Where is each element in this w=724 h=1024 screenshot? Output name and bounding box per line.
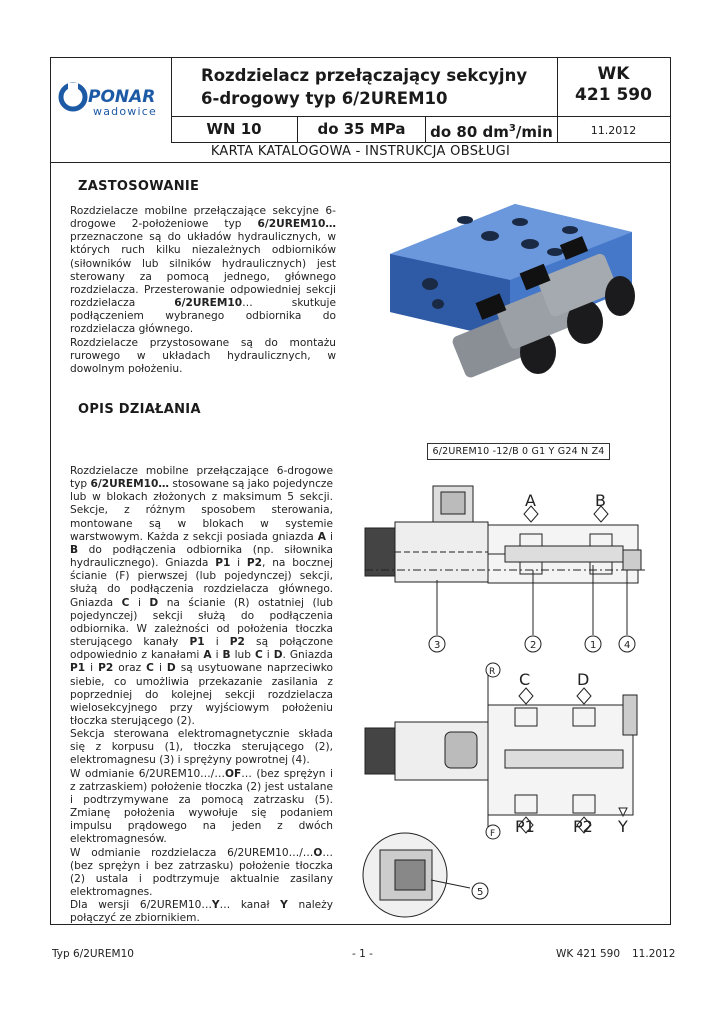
- callout-4: 4: [624, 640, 631, 651]
- port-a-label: A: [525, 491, 536, 510]
- document-title: [201, 64, 527, 110]
- product-photo: [370, 192, 638, 420]
- title-line-2: 6-drogowy typ 6/2UREM10: [201, 89, 448, 108]
- header-table: [51, 58, 670, 163]
- title-line-1: Rozdzielacz przełączający sekcyjny: [201, 66, 528, 85]
- zastosowanie-paragraph-1: Rozdzielacze mobilne przełączające sekcyjne 6-drogowe 2-położeniowe typ 6/2UREM10… przeznaczone są do układów hydraulicznych, w których ruch kilku niezależnych odbiorników (siłowników lub silników hydraulicznych) jest sterowany za pomocą jednego, głównego rozdzielacza. Przesterowanie odpowiedniej sekcji rozdzielacza 6/2UREM10… skutkuje podłączeniem wybranego odbiornika do rozdzielacza głównego.: [70, 205, 336, 336]
- logo-cell: [51, 58, 172, 142]
- port-b-label: B: [595, 491, 606, 510]
- callout-1: 1: [590, 640, 597, 651]
- spec-flow-sup: 3: [508, 123, 516, 134]
- spec-flow: [426, 116, 557, 142]
- port-p2-label: P2: [573, 817, 593, 836]
- zastosowanie-heading: ZASTOSOWANIE: [78, 179, 200, 194]
- spec-flow-prefix: do 80 dm: [430, 123, 509, 141]
- opis-paragraph-1: Rozdzielacze mobilne przełączające 6-drogowe typ 6/2UREM10… stosowane są jako pojedyncze lub w blokach złożonych z maksimum 5 sekcji. Sekcje, z różnym sposobem sterowania, montowane są w blokach w systemie warstwowym. Każda z sekcji posiada gniazda A i B do podłączenia odbiornika (np. siłownika hydraulicznego). Gniazda P1 i P2, na bocznej ścianie (F) pierwszej (lub pojedynczej) sekcji, służą do podłączenia rozdzielacza głównego. Gniazda C i D na ścianie (R) ostatniej (lub pojedynczej) sekcji służą do podłączenia odbiornika. W zależności od położenia tłoczka sterującego kanały P1 i P2 są połączone odpowiednio z kanałami A i B lub C i D. Gniazda P1 i P2 oraz C i D są usytuowane naprzeciwko siebie, co umożliwia przekazanie zasilania z poprzedniej do kolejnej sekcji rozdzielacza wielosekcyjnego przy wyjściowym położeniu tłoczka sterującego (2).: [70, 465, 334, 727]
- callout-3: 3: [434, 640, 441, 651]
- label-f: F: [490, 829, 496, 839]
- port-c-label: C: [519, 670, 531, 689]
- wk-number: [557, 58, 670, 106]
- port-d-label: D: [577, 670, 590, 689]
- callout-5: 5: [477, 887, 484, 898]
- footer-page: - 1 -: [352, 948, 373, 960]
- ponar-logo: [51, 58, 171, 142]
- opis-paragraph-5: Dla wersji 6/2UREM10…Y… kanał Y należy połączyć ze zbiornikiem.: [70, 899, 333, 925]
- zastosowanie-text: [70, 205, 336, 376]
- header-date: 11.2012: [557, 116, 670, 143]
- callout-2: 2: [530, 640, 537, 651]
- opis-text: [70, 465, 333, 925]
- spec-flow-suffix: /min: [515, 123, 553, 141]
- zastosowanie-paragraph-2: Rozdzielacze przystosowane są do montażu rurowego w układach hydraulicznych, w dowolnym położeniu.: [70, 336, 336, 375]
- spec-row: [171, 116, 558, 143]
- port-y-label: Y: [618, 817, 628, 836]
- opis-heading: OPIS DZIAŁANIA: [78, 402, 201, 417]
- label-r: R: [489, 667, 496, 677]
- opis-paragraph-4: W odmianie rozdzielacza 6/2UREM10…/…O… (bez sprężyn i bez zatrzasku) położenie tłoczka (2) ustala i podtrzymuje aktualnie zasilany elektromagnes.: [70, 846, 333, 898]
- section-drawing: [355, 470, 655, 922]
- logo-name: PONAR: [88, 87, 156, 107]
- footer-right-date: 11.2012: [632, 948, 676, 960]
- port-p1-label: P1: [515, 817, 535, 836]
- footer-left: Typ 6/2UREM10: [52, 948, 134, 960]
- title-cell: [171, 58, 558, 117]
- wk-line-1: WK: [597, 64, 630, 84]
- karta-heading: KARTA KATALOGOWA - INSTRUKCJA OBSŁUGI: [210, 144, 511, 159]
- opis-paragraph-3: W odmianie 6/2UREM10…/…OF… (bez sprężyn i z zatrzaskiem) położenie tłoczka (2) jest ustalane i podtrzymywane za pomocą zatrzasku (5). Zmianę położenia wywołuje się podaniem impulsu prądowego na jeden z dwóch elektromagnesów.: [70, 767, 333, 846]
- opis-paragraph-2: Sekcja sterowana elektromagnetycznie składa się z korpusu (1), tłoczka sterującego (2), elektromagnesu (3) i sprężyny powrotnej (4).: [70, 728, 333, 767]
- wk-line-2: 421 590: [575, 85, 652, 105]
- footer-right-code: WK 421 590: [556, 948, 621, 960]
- spec-wn: WN 10: [171, 116, 298, 142]
- logo-sub: wadowice: [93, 105, 157, 118]
- spec-pressure: do 35 MPa: [298, 116, 426, 142]
- wk-cell: [557, 58, 670, 117]
- model-code-box: 6/2UREM10 -12/B 0 G1 Y G24 N Z4: [427, 443, 610, 460]
